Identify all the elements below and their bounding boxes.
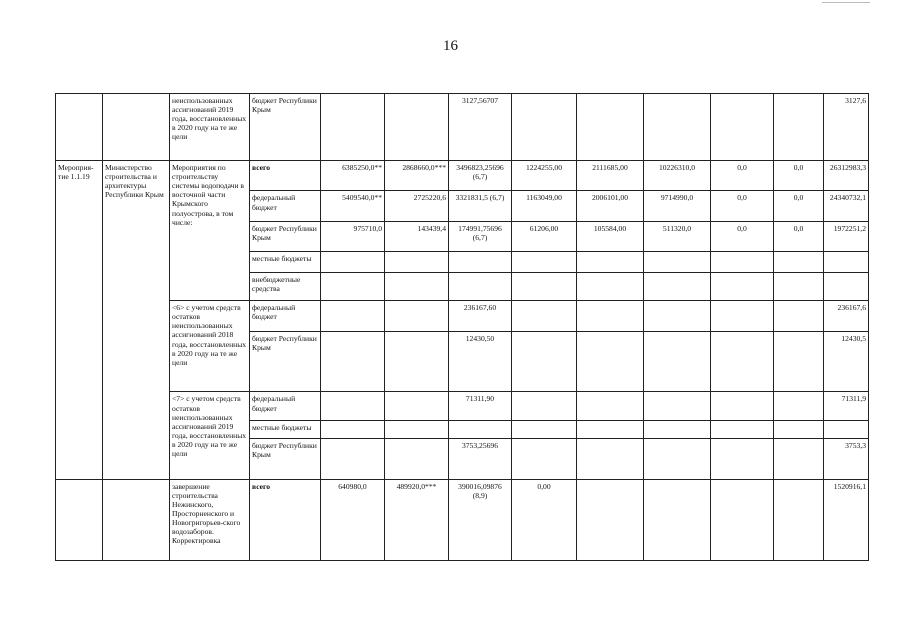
empty-cell (321, 331, 385, 392)
empty-cell (774, 331, 824, 392)
empty-cell (321, 392, 385, 420)
value-2025-cell: 0,0 (774, 221, 824, 251)
empty-cell (644, 331, 711, 392)
table-row (56, 94, 869, 161)
empty-cell (385, 392, 449, 420)
value-2018-cell: 975710,0 (321, 221, 385, 251)
empty-cell (512, 301, 577, 331)
empty-cell (774, 439, 824, 480)
value-2020-cell: 3127,56707 (449, 94, 512, 161)
empty-cell (385, 252, 449, 272)
empty-cell (774, 252, 824, 272)
note-7-cell: <7> с учетом средств остатков неиспользованных ассигнований 2019 года, восстановленных в 2020 году на те же цели (170, 392, 250, 479)
empty-cell (103, 94, 170, 161)
empty-cell (512, 252, 577, 272)
value-2021-cell (512, 94, 577, 161)
empty-cell (577, 420, 644, 438)
empty-cell (824, 252, 869, 272)
value-2020-cell: 71311,90 (449, 392, 512, 420)
empty-cell (577, 272, 644, 300)
value-2018-cell: 640980,0 (321, 479, 385, 560)
value-2022-cell: 105584,00 (577, 221, 644, 251)
value-2025-cell (774, 94, 824, 161)
total-cell: 1520916,1 (824, 479, 869, 560)
table-row (56, 479, 869, 560)
empty-cell (321, 252, 385, 272)
empty-cell (774, 272, 824, 300)
empty-cell (577, 252, 644, 272)
empty-cell (56, 94, 103, 161)
value-2019-cell: 2725220,6 (385, 191, 449, 221)
value-2025-cell: 0,0 (774, 161, 824, 191)
empty-cell (774, 420, 824, 438)
empty-cell (824, 420, 869, 438)
empty-cell (644, 439, 711, 480)
funding-source-cell: бюджет Республики Крым (250, 94, 321, 161)
empty-cell (321, 439, 385, 480)
empty-cell (774, 479, 824, 560)
value-2020-cell: 390016,09876 (8,9) (449, 479, 512, 560)
measure-name-cell: Мероприятия по строительству системы водоподачи в восточной части Крымского полуострова, в том числе: (170, 161, 250, 301)
table-row (56, 301, 869, 331)
empty-cell (321, 272, 385, 300)
empty-cell (711, 331, 774, 392)
funding-source-cell: бюджет Республики Крым (250, 439, 321, 480)
empty-cell (449, 252, 512, 272)
note-6-cell: <6> с учетом средств остатков неиспользованных ассигнований 2018 года, восстановленных в 2020 году на те же цели (170, 301, 250, 392)
value-2023-cell (644, 94, 711, 161)
value-2018-cell: 6385250,0** (321, 161, 385, 191)
funding-source-cell: местные бюджеты (250, 252, 321, 272)
measure-name-cell: неиспользованных ассигнований 2019 года, восстановленных в 2020 году на те же цели (170, 94, 250, 161)
value-2025-cell: 0,0 (774, 191, 824, 221)
empty-cell (512, 272, 577, 300)
empty-cell (711, 479, 774, 560)
empty-cell (449, 420, 512, 438)
empty-cell (449, 272, 512, 300)
value-2021-cell: 61206,00 (512, 221, 577, 251)
empty-cell (644, 272, 711, 300)
value-2018-cell: 5409540,0** (321, 191, 385, 221)
empty-cell (385, 420, 449, 438)
value-2021-cell: 1224255,00 (512, 161, 577, 191)
value-2023-cell: 9714990,0 (644, 191, 711, 221)
funding-source-cell: внебюджетные средства (250, 272, 321, 300)
funding-source-cell: местные бюджеты (250, 420, 321, 438)
funding-source-cell: федеральный бюджет (250, 392, 321, 420)
funding-source-cell: всего (250, 479, 321, 560)
page-number: 16 (443, 38, 458, 54)
empty-cell (644, 479, 711, 560)
empty-cell (56, 479, 103, 560)
value-2019-cell: 489920,0*** (385, 479, 449, 560)
empty-cell (512, 439, 577, 480)
empty-cell (577, 479, 644, 560)
value-2024-cell: 0,0 (711, 191, 774, 221)
empty-cell (385, 331, 449, 392)
empty-cell (385, 439, 449, 480)
total-cell: 26312983,3 (824, 161, 869, 191)
value-2019-cell (385, 94, 449, 161)
empty-cell (577, 392, 644, 420)
empty-cell (824, 272, 869, 300)
value-2019-cell: 2868660,0*** (385, 161, 449, 191)
empty-cell (103, 479, 170, 560)
empty-cell (711, 420, 774, 438)
total-cell: 3753,3 (824, 439, 869, 480)
total-cell: 71311,9 (824, 392, 869, 420)
value-2023-cell: 511320,0 (644, 221, 711, 251)
funding-source-cell: всего (250, 161, 321, 191)
empty-cell (385, 301, 449, 331)
funding-source-cell: федеральный бюджет (250, 301, 321, 331)
empty-cell (577, 301, 644, 331)
value-2021-cell: 1163049,00 (512, 191, 577, 221)
empty-cell (644, 420, 711, 438)
empty-cell (711, 272, 774, 300)
empty-cell (644, 392, 711, 420)
funding-source-cell: федеральный бюджет (250, 191, 321, 221)
table-row (56, 392, 869, 420)
empty-cell (577, 331, 644, 392)
empty-cell (774, 392, 824, 420)
value-2023-cell: 10226310,0 (644, 161, 711, 191)
empty-cell (644, 301, 711, 331)
value-2020-cell: 3496823,25696 (6,7) (449, 161, 512, 191)
empty-cell (321, 420, 385, 438)
value-2020-cell: 3753,25696 (449, 439, 512, 480)
empty-cell (321, 301, 385, 331)
value-2022-cell: 2111685,00 (577, 161, 644, 191)
value-2024-cell: 0,0 (711, 221, 774, 251)
empty-cell (711, 439, 774, 480)
total-cell: 24340732,1 (824, 191, 869, 221)
funding-source-cell: бюджет Республики Крым (250, 331, 321, 392)
total-cell: 3127,6 (824, 94, 869, 161)
final-measure-cell: завершение строительства Нежинского, Просторненского и Новогригорьев-ского водозаборов. Корректировка (170, 479, 250, 560)
value-2022-cell: 2006101,00 (577, 191, 644, 221)
total-cell: 12430,5 (824, 331, 869, 392)
value-2018-cell (321, 94, 385, 161)
total-cell: 236167,6 (824, 301, 869, 331)
empty-cell (644, 252, 711, 272)
value-2021-cell: 0,00 (512, 479, 577, 560)
empty-cell (512, 392, 577, 420)
empty-cell (774, 301, 824, 331)
budget-table (55, 93, 869, 561)
value-2022-cell (577, 94, 644, 161)
value-2020-cell: 174991,75696 (6,7) (449, 221, 512, 251)
value-2024-cell (711, 94, 774, 161)
value-2020-cell: 236167,60 (449, 301, 512, 331)
empty-cell (385, 272, 449, 300)
value-2024-cell: 0,0 (711, 161, 774, 191)
empty-cell (711, 301, 774, 331)
empty-cell (512, 331, 577, 392)
measure-code-cell: Мероприя-тие 1.1.19 (56, 161, 103, 480)
top-corner-rule (822, 2, 870, 3)
empty-cell (711, 392, 774, 420)
empty-cell (512, 420, 577, 438)
executor-cell: Министерство строительства и архитектуры Республики Крым (103, 161, 170, 480)
value-2019-cell: 143439,4 (385, 221, 449, 251)
value-2020-cell: 12430,50 (449, 331, 512, 392)
value-2020-cell: 3321831,5 (6,7) (449, 191, 512, 221)
funding-source-cell: бюджет Республики Крым (250, 221, 321, 251)
total-cell: 1972251,2 (824, 221, 869, 251)
table-row (56, 161, 869, 191)
empty-cell (711, 252, 774, 272)
empty-cell (577, 439, 644, 480)
